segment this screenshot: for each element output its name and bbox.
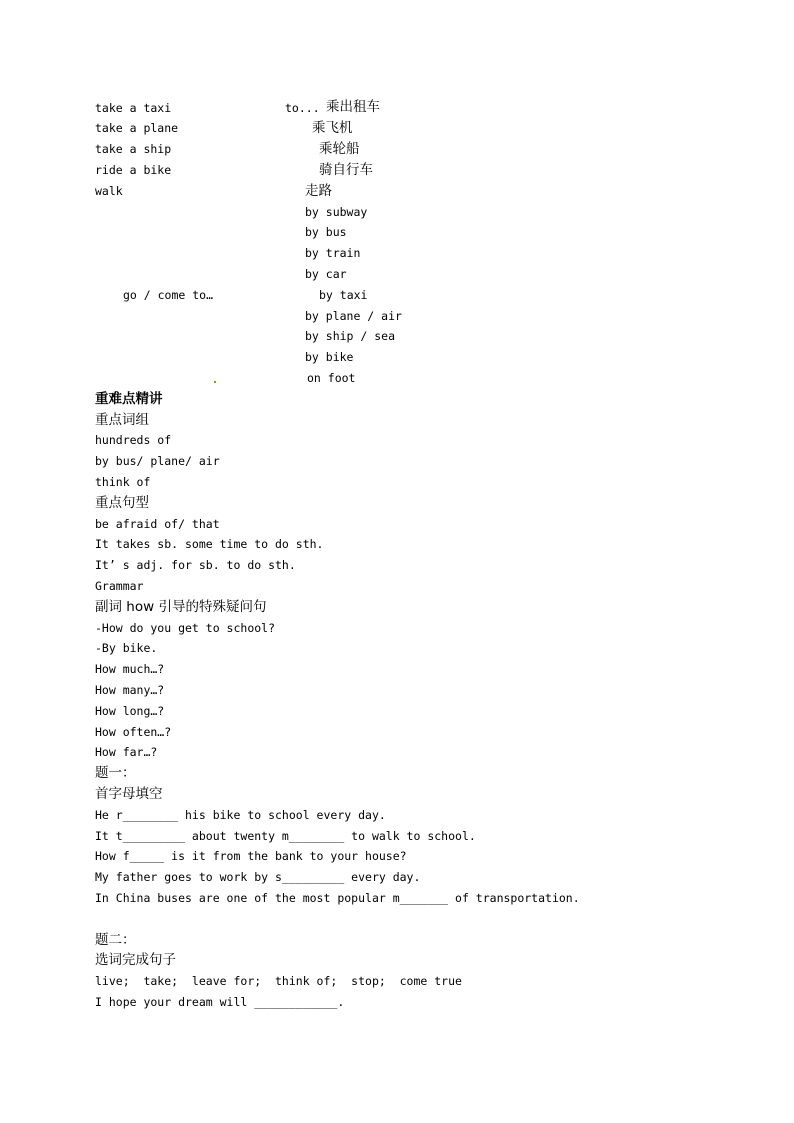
word-bank: live; take; leave for; think of; stop; come true [95,974,462,988]
grammar-heading: 副词 how 引导的特殊疑问句 [95,599,267,615]
meaning-walk: 走路 [305,183,332,199]
pattern-item: be afraid of/ that [95,517,220,531]
by-item: by subway [305,205,368,219]
question-item: How much…? [95,662,165,676]
by-item: by bike [305,350,354,364]
question-item: How many…? [95,683,165,697]
by-item: by ship / sea [305,329,396,343]
pattern-item: It takes sb. some time to do sth. [95,537,324,551]
by-item: by bus [305,225,347,239]
meaning-bike: 骑自行车 [319,162,373,178]
meaning-taxi: 乘出租车 [326,99,380,115]
meaning-ship: 乘轮船 [319,141,360,157]
grammar-label: Grammar [95,579,144,593]
patterns-heading: 重点句型 [95,495,149,511]
phrase-item: by bus/ plane/ air [95,454,220,468]
exercise1-title: 题一： [95,765,136,781]
by-item: on foot [307,371,356,385]
question-item: How long…? [95,704,165,718]
by-item: by train [305,246,361,260]
verb-phrase-plane: take a plane [95,121,179,135]
phrase-item: think of [95,475,151,489]
question-item: How often…? [95,725,172,739]
dialog-line: -How do you get to school? [95,621,276,635]
verb-phrase-bike: ride a bike [95,163,172,177]
exercise2-instruction: 选词完成句子 [95,952,176,968]
exercise2-title: 题二： [95,932,136,948]
by-item: by plane / air [305,309,402,323]
go-come-to: go / come to… [123,288,214,302]
by-item: by taxi [319,288,368,302]
meaning-plane: 乘飞机 [312,120,353,136]
phrases-heading: 重点词组 [95,412,149,428]
pattern-item: It’ s adj. for sb. to do sth. [95,558,296,572]
section-heading: 重难点精讲 [95,391,163,407]
stray-dot [214,381,216,383]
exercise1-item: In China buses are one of the most popular m_______ of transportation. [95,891,580,905]
exercise1-item: He r________ his bike to school every day. [95,808,386,822]
by-item: by car [305,267,347,281]
exercise1-item: It t_________ about twenty m________ to walk to school. [95,829,476,843]
exercise1-item: How f_____ is it from the bank to your house? [95,849,407,863]
exercise2-item: I hope your dream will ____________. [95,995,345,1009]
verb-phrase-walk: walk [95,184,123,198]
exercise1-instruction: 首字母填空 [95,786,163,802]
dialog-line: -By bike. [95,641,158,655]
phrase-item: hundreds of [95,433,172,447]
to-suffix: to... [285,101,327,115]
exercise1-item: My father goes to work by s_________ every day. [95,870,421,884]
verb-phrase-taxi: take a taxi [95,101,172,115]
question-item: How far…? [95,745,158,759]
verb-phrase-ship: take a ship [95,142,172,156]
